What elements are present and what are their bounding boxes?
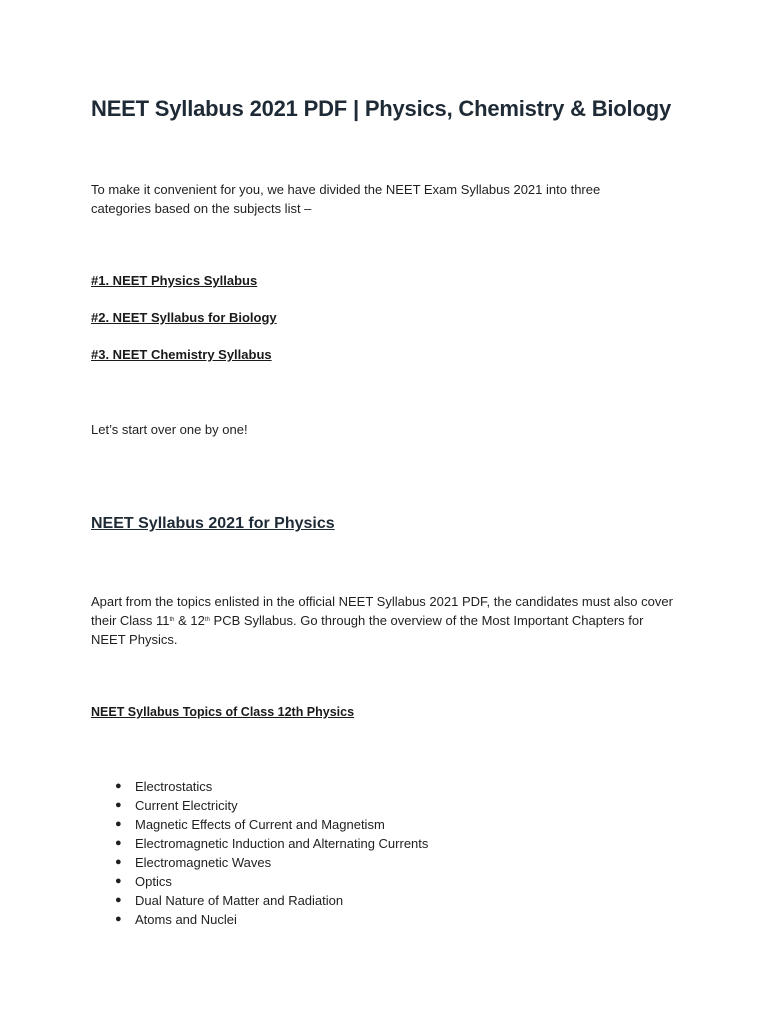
- list-item: [113, 834, 428, 853]
- physics-syllabus-link[interactable]: #1. NEET Physics Syllabus: [91, 273, 258, 288]
- physics-para-part-1: Apart from the topics enlisted in the official NEET Syllabus 2021 PDF, the candidates must also cover their Class 11: [91, 594, 673, 628]
- list-item: [113, 872, 428, 891]
- bullet-icon: ●: [115, 913, 122, 925]
- physics-section-heading: NEET Syllabus 2021 for Physics: [91, 515, 335, 532]
- topic-label: Electrostatics: [135, 779, 213, 794]
- topic-label: Optics: [135, 874, 172, 889]
- list-item: [113, 910, 428, 929]
- class-12-superscript: th: [204, 617, 210, 623]
- bullet-icon: ●: [115, 856, 122, 868]
- intro-paragraph: To make it convenient for you, we have divided the NEET Exam Syllabus 2021 into three categories based on the subjects list –: [91, 182, 601, 216]
- bullet-icon: ●: [115, 799, 122, 811]
- page-title: NEET Syllabus 2021 PDF | Physics, Chemistry & Biology: [91, 96, 671, 121]
- class-12-topic-list: [113, 777, 428, 929]
- bullet-icon: ●: [115, 894, 122, 906]
- list-item: [113, 853, 428, 872]
- physics-para-part-3: PCB Syllabus. Go through the overview of the Most Important Chapters for NEET Physics.: [91, 613, 644, 647]
- class-12-physics-heading: NEET Syllabus Topics of Class 12th Physics: [91, 705, 355, 719]
- list-item: [113, 777, 428, 796]
- bullet-icon: ●: [115, 780, 122, 792]
- list-item: [113, 891, 428, 910]
- list-item: [113, 815, 428, 834]
- class-11-superscript: th: [169, 617, 175, 623]
- biology-syllabus-link[interactable]: #2. NEET Syllabus for Biology: [91, 310, 277, 325]
- topic-label: Magnetic Effects of Current and Magnetism: [135, 817, 385, 832]
- bullet-icon: ●: [115, 875, 122, 887]
- list-item: [113, 796, 428, 815]
- physics-intro-paragraph: [91, 592, 676, 649]
- topic-label: Atoms and Nuclei: [135, 912, 237, 927]
- chemistry-syllabus-link[interactable]: #3. NEET Chemistry Syllabus: [91, 347, 272, 362]
- topic-label: Electromagnetic Waves: [135, 855, 272, 870]
- topic-label: Electromagnetic Induction and Alternating Currents: [135, 836, 429, 851]
- bullet-icon: ●: [115, 837, 122, 849]
- topic-label: Current Electricity: [135, 798, 238, 813]
- physics-para-part-2: & 12: [174, 613, 205, 628]
- topic-label: Dual Nature of Matter and Radiation: [135, 893, 344, 908]
- start-text: Let’s start over one by one!: [91, 422, 248, 437]
- bullet-icon: ●: [115, 818, 122, 830]
